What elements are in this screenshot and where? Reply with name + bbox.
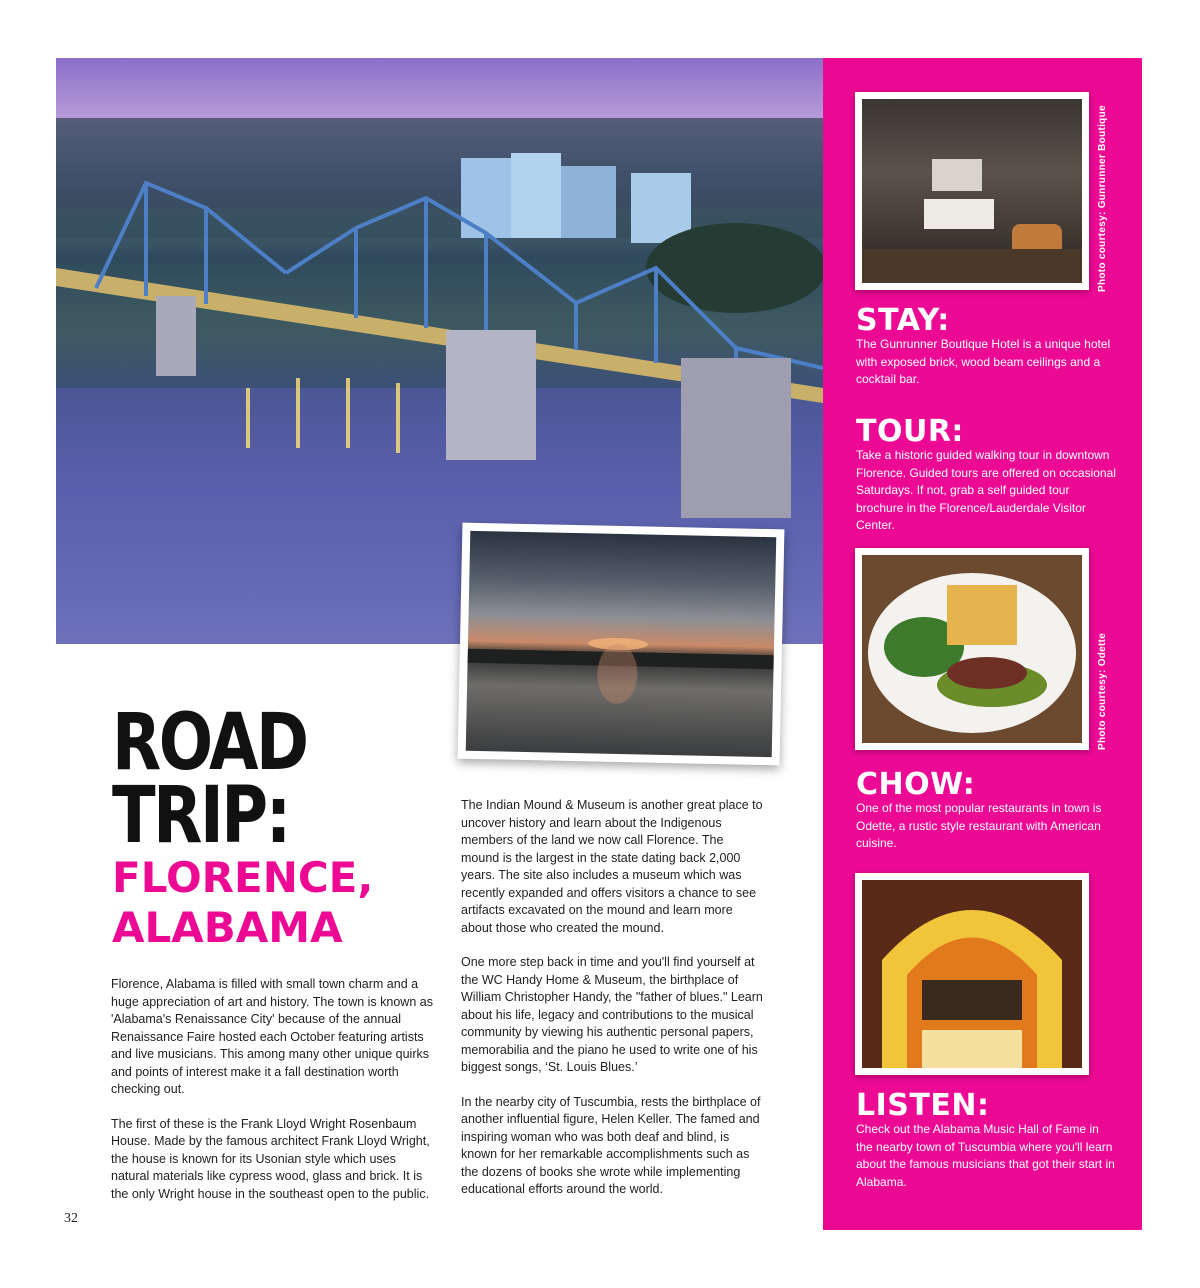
steak-frites-image <box>862 555 1082 743</box>
jukebox-photo <box>855 873 1089 1075</box>
intro-paragraph: The first of these is the Frank Lloyd Wright Rosenbaum House. Made by the famous architect Frank Lloyd Wright, the house is known for its Usonian style which uses natural materials like cypress wood, glass and brick. It is the only Wright house in the southeast open to the public. <box>111 1116 430 1201</box>
body-paragraph: In the nearby city of Tuscumbia, rests the birthplace of another influential figure, Helen Keller. The famed and inspiring woman who was both deaf and blind, is known for her remarkable accomplishments such as the dozens of books she wrote while implementing educational efforts around the world. <box>461 1094 761 1196</box>
jukebox-image <box>862 880 1082 1068</box>
body-paragraph: The Indian Mound & Museum is another great place to uncover history and learn about the Indigenous members of the land we now call Florence. The mound is the largest in the state dating back 2,000 years. The site also includes a museum which was recently expanded and offers visitors a chance to see artifacts excavated on the mound and learn more about those who created the mound. <box>461 798 763 935</box>
tour-body: Take a historic guided walking tour in downtown Florence. Guided tours are offered on occasional Saturdays. If not, grab a self guided tour brochure in the Florence/Lauderdale Visitor Center. <box>856 448 1116 532</box>
title-trip: TRIP: <box>112 771 289 861</box>
page-number: 32 <box>64 1211 78 1226</box>
listen-heading: LISTEN: <box>856 1088 990 1123</box>
hotel-photo <box>855 92 1089 290</box>
sunset-image <box>466 531 777 757</box>
title-alabama: ALABAMA <box>112 903 343 952</box>
food-photo-credit: Photo courtesy: Odette <box>1097 632 1108 750</box>
stay-heading: STAY: <box>856 303 950 338</box>
intro-paragraph: Florence, Alabama is filled with small town charm and a huge appreciation of art and history. The town is known as 'Alabama's Renaissance City' because of the annual Renaissance Faire hosted each October featuring artists and live musicians. This among many other unique quirks and points of interest make it a fall destination worth checking out. <box>111 977 433 1096</box>
sidebar-panel <box>823 58 1142 1230</box>
hotel-photo-credit: Photo courtesy: Gunrunner Boutique <box>1097 105 1108 292</box>
tour-heading: TOUR: <box>856 414 964 449</box>
middle-column <box>461 797 764 1216</box>
food-photo <box>855 548 1089 750</box>
body-paragraph: One more step back in time and you'll find yourself at the WC Handy Home & Museum, the birthplace of William Christopher Handy, the "father of blues." Learn about his life, legacy and contributions to the musical community by viewing his authentic personal papers, memorabilia and the piano he used to write one of his biggest songs, ‘St. Louis Blues.’ <box>461 955 763 1074</box>
listen-body: Check out the Alabama Music Hall of Fame in the nearby town of Tuscumbia where you'll learn about the famous musicians that got their start in Alabama. <box>856 1122 1115 1189</box>
title-road: ROAD <box>112 698 307 788</box>
chow-heading: CHOW: <box>856 767 976 802</box>
hotel-room-image <box>862 99 1082 283</box>
title-florence: FLORENCE, <box>112 853 374 902</box>
sunset-river-photo <box>458 523 785 766</box>
chow-body: One of the most popular restaurants in town is Odette, a rustic style restaurant with American cuisine. <box>856 801 1102 850</box>
intro-column <box>111 976 433 1220</box>
stay-body: The Gunrunner Boutique Hotel is a unique hotel with exposed brick, wood beam ceilings and a cocktail bar. <box>856 337 1111 386</box>
